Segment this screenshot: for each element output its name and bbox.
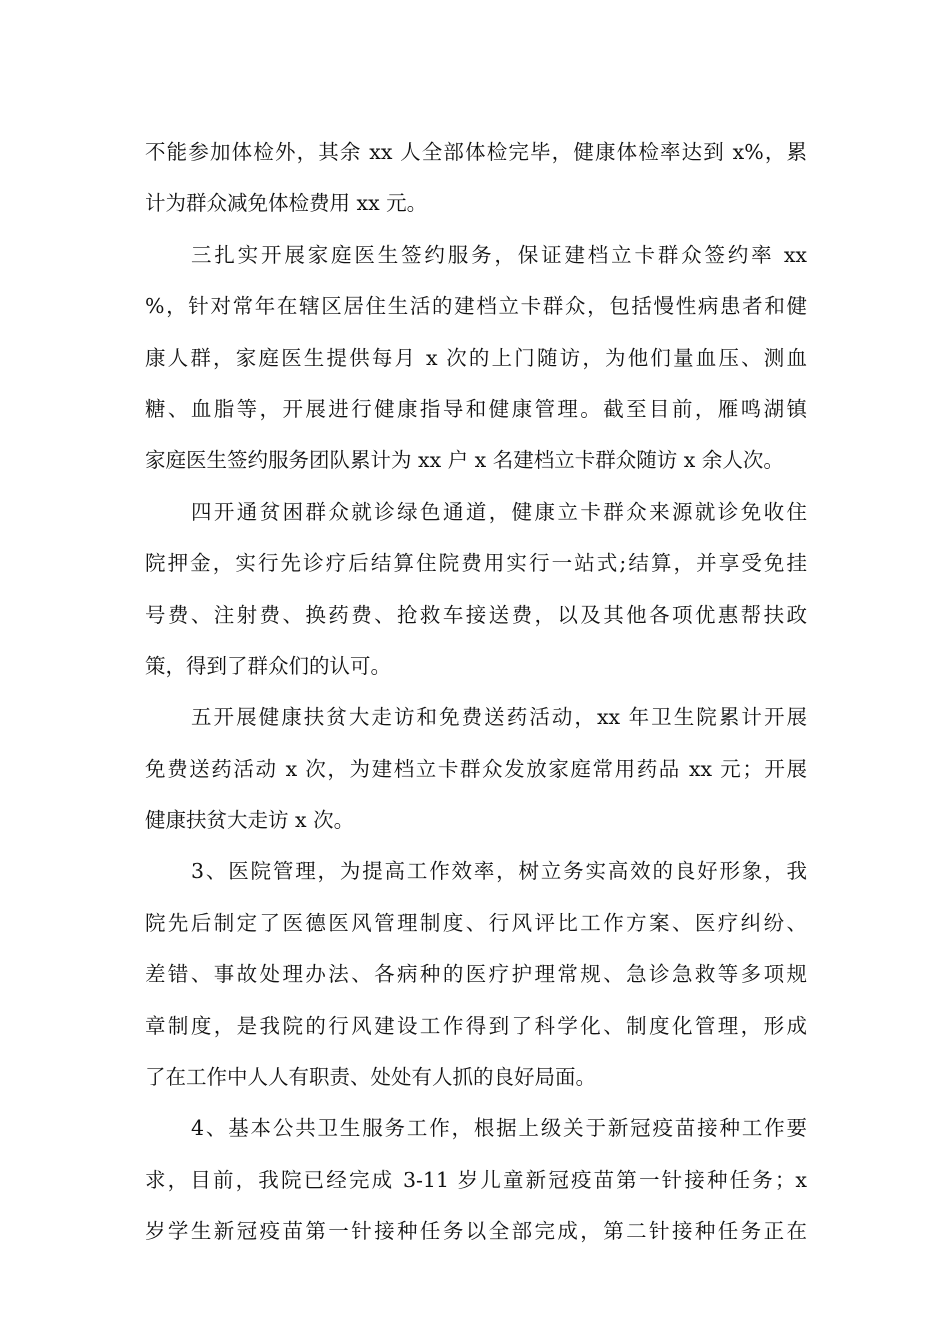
text-line: 康人群，家庭医生提供每月 x 次的上门随访，为他们量血压、测血 — [145, 345, 807, 370]
text-line: 差错、事故处理办法、各病种的医疗护理常规、急诊急救等多项规 — [145, 962, 807, 987]
text-line: 糖、血脂等，开展进行健康指导和健康管理。截至目前，雁鸣湖镇 — [145, 396, 807, 421]
text-line: %，针对常年在辖区居住生活的建档立卡群众，包括慢性病患者和健 — [145, 294, 807, 319]
paragraph-first-line: 四开通贫困群众就诊绿色通道，健康立卡群众来源就诊免收住 — [191, 499, 807, 524]
text-line: 不能参加体检外，其余 xx 人全部体检完毕，健康体检率达到 x%，累 — [145, 140, 807, 164]
paragraph-first-line: 4、基本公共卫生服务工作，根据上级关于新冠疫苗接种工作要 — [191, 1116, 807, 1141]
text-line: 家庭医生签约服务团队累计为 xx 户 x 名建档立卡群众随访 x 余人次。 — [145, 448, 784, 473]
text-line: 了在工作中人人有职责、处处有人抓的良好局面。 — [145, 1065, 596, 1090]
text-line: 求，目前，我院已经完成 3-11 岁儿童新冠疫苗第一针接种任务；x — [145, 1167, 807, 1192]
text-line: 院先后制定了医德医风管理制度、行风评比工作方案、医疗纠纷、 — [145, 910, 807, 935]
text-line: 健康扶贫大走访 x 次。 — [145, 808, 355, 833]
text-line: 计为群众减免体检费用 xx 元。 — [145, 191, 428, 216]
text-line: 免费送药活动 x 次，为建档立卡群众发放家庭常用药品 xx 元；开展 — [145, 756, 807, 781]
text-line: 号费、注射费、换药费、抢救车接送费，以及其他各项优惠帮扶政 — [145, 602, 807, 627]
text-line: 章制度，是我院的行风建设工作得到了科学化、制度化管理，形成 — [145, 1013, 807, 1038]
text-line: 院押金，实行先诊疗后结算住院费用实行一站式;结算，并享受免挂 — [145, 551, 807, 576]
paragraph-first-line: 三扎实开展家庭医生签约服务，保证建档立卡群众签约率 xx — [191, 242, 807, 267]
text-line: 岁学生新冠疫苗第一针接种任务以全部完成，第二针接种任务正在 — [145, 1219, 807, 1244]
document-body — [145, 127, 807, 1258]
paragraph-first-line: 3、医院管理，为提高工作效率，树立务实高效的良好形象，我 — [191, 859, 807, 884]
paragraph-first-line: 五开展健康扶贫大走访和免费送药活动，xx 年卫生院累计开展 — [191, 705, 807, 730]
text-line: 策，得到了群众们的认可。 — [145, 653, 391, 678]
